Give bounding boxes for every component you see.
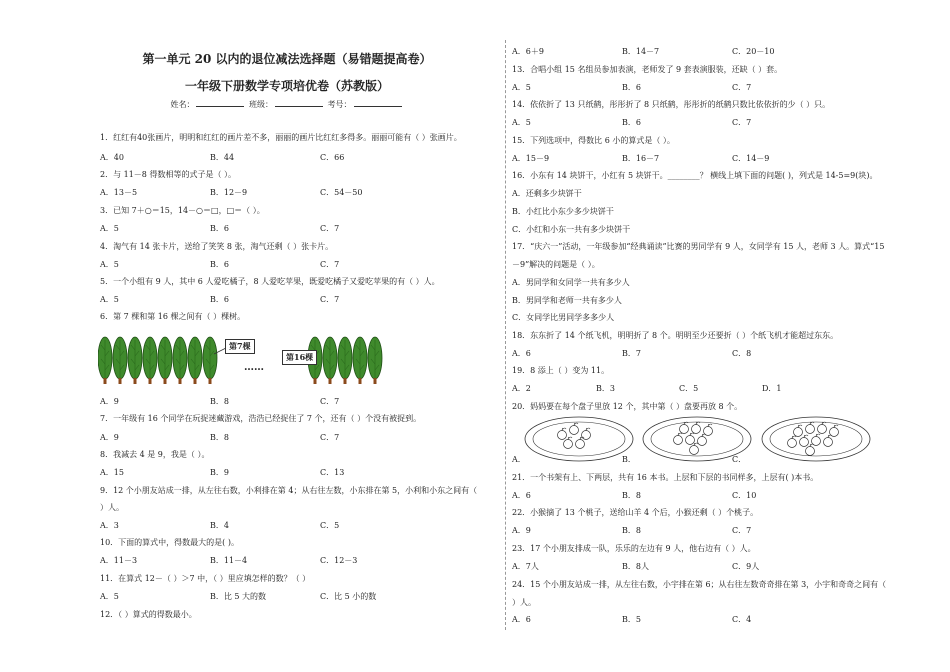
ellipsis: ……	[244, 362, 264, 373]
option-b[interactable]: B．8	[622, 491, 641, 500]
question-24-cont: ）人。	[512, 598, 536, 607]
id-label: 考号：	[327, 100, 352, 109]
option-a[interactable]: A．5	[512, 118, 531, 127]
option-c[interactable]: C．7	[320, 295, 340, 304]
option-b[interactable]: B．8	[210, 433, 229, 442]
question-12: 12．（ ）算式的得数最小。	[100, 610, 197, 619]
option-c[interactable]: C．比 5 小的数	[320, 592, 377, 601]
option-b[interactable]: B．	[622, 455, 636, 464]
option-a[interactable]: A．9	[100, 397, 119, 406]
option-b[interactable]: B．比 5 大的数	[210, 592, 267, 601]
option-b[interactable]: B．4	[210, 521, 229, 530]
class-field[interactable]	[275, 98, 323, 107]
option-a[interactable]: A．15	[100, 468, 124, 477]
option-b[interactable]: B．44	[210, 153, 235, 162]
option-a[interactable]: A．5	[100, 592, 119, 601]
option-a[interactable]: A．7人	[512, 562, 539, 571]
option-c[interactable]: C．4	[732, 615, 752, 624]
option-c[interactable]: C．10	[732, 491, 757, 500]
column-divider	[505, 40, 506, 630]
option-c[interactable]: C．14－9	[732, 154, 770, 163]
option-c[interactable]: C．8	[732, 349, 752, 358]
question-15: 15．下列选项中，得数比 6 小的算式是（ ）。	[512, 136, 675, 145]
tree-16-label: 第16棵	[282, 350, 317, 365]
option-a[interactable]: A．15－9	[512, 154, 550, 163]
tree-group-right	[308, 337, 382, 384]
tree-group-left	[98, 337, 217, 384]
question-21: 21．一个书架有上、下两层，共有 16 本书。上层和下层的书同样多，上层有( )本书。	[512, 473, 819, 482]
question-6: 6．第 7 棵和第 16 棵之间有（ ）棵树。	[100, 312, 246, 321]
plate-c	[762, 417, 870, 461]
option-c[interactable]: C．13	[320, 468, 345, 477]
option-b[interactable]: B．5	[622, 615, 641, 624]
option-c[interactable]: C．小红和小东一共有多少块饼干	[512, 225, 631, 234]
question-4: 4．淘气有 14 张卡片，送给了笑笑 8 张，淘气还剩（ ）张卡片。	[100, 242, 334, 251]
option-a[interactable]: A．还剩多少块饼干	[512, 189, 582, 198]
question-8: 8．我减去 4 是 9，我是（ ）。	[100, 450, 210, 459]
option-a[interactable]: A．男同学和女同学一共有多少人	[512, 278, 630, 287]
question-23: 23．17 个小朋友排成一队，乐乐的左边有 9 人，他右边有（ ）人。	[512, 544, 756, 553]
option-c[interactable]: C．9人	[732, 562, 760, 571]
option-a[interactable]: A．40	[100, 153, 124, 162]
student-info-line	[92, 98, 482, 110]
question-22: 22．小猴摘了 13 个桃子，送给山羊 4 个后，小猴还剩（ ）个桃子。	[512, 508, 759, 517]
question-5: 5．一个小组有 9 人，其中 6 人爱吃橘子，8 人爱吃苹果，既爱吃橘子又爱吃苹果的有（ ）人。	[100, 277, 440, 286]
option-c[interactable]: C．20－10	[732, 47, 775, 56]
option-b[interactable]: B．6	[622, 83, 641, 92]
option-a[interactable]: A．5	[100, 295, 119, 304]
option-c[interactable]: C．12－3	[320, 556, 358, 565]
option-b[interactable]: B．6	[210, 295, 229, 304]
option-a[interactable]: A．9	[512, 526, 531, 535]
question-16: 16．小东有 14 块饼干，小红有 5 块饼干。________？ 横线上填下面的问题( )，列式是 14-5=9(块)。	[512, 171, 878, 180]
class-label: 班级：	[249, 100, 273, 109]
question-17: 17．“庆六一”活动，一年级参加“经典诵读”比赛的男同学有 9 人，女同学有 15 人，老师 3 人。算式“15	[512, 242, 885, 251]
name-field[interactable]	[196, 98, 244, 107]
option-a[interactable]: A．3	[100, 521, 119, 530]
id-field[interactable]	[354, 98, 402, 107]
option-b[interactable]: B．16－7	[622, 154, 660, 163]
question-9-cont: ）人。	[100, 503, 124, 512]
option-c[interactable]: C．	[732, 455, 747, 464]
question-13: 13．合唱小组 15 名组员参加表演，老师发了 9 套表演服装，还缺（ ）套。	[512, 65, 783, 74]
option-c[interactable]: C．女同学比男同学多多少人	[512, 313, 615, 322]
question-3: 3．已知 7＋○＝15，14－○＝□，□＝（ ）。	[100, 206, 265, 215]
option-b[interactable]: B．11－4	[210, 556, 248, 565]
question-19: 19．8 添上（ ）变为 11。	[512, 366, 610, 375]
option-b[interactable]: B．7	[622, 349, 641, 358]
option-c[interactable]: C．7	[320, 397, 340, 406]
option-b[interactable]: B．3	[596, 384, 615, 393]
option-a[interactable]: A．5	[512, 83, 531, 92]
option-c[interactable]: C．54－50	[320, 188, 363, 197]
option-b[interactable]: B．8	[210, 397, 229, 406]
option-c[interactable]: C．7	[320, 224, 340, 233]
option-b[interactable]: B．12－9	[210, 188, 248, 197]
page-title: 第一单元 20 以内的退位减法选择题（易错题提高卷）	[142, 52, 432, 66]
question-7: 7．一年级有 16 个同学在玩捉迷藏游戏，浩浩已经捉住了 7 个，还有（ ）个没有被捉到。	[100, 414, 422, 423]
option-a[interactable]: A．5	[100, 260, 119, 269]
option-b[interactable]: B．14－7	[622, 47, 660, 56]
option-c[interactable]: C．66	[320, 153, 345, 162]
question-14: 14．依依折了 13 只纸鹤，彤彤折了 8 只纸鹤，彤彤折的纸鹤只数比依依折的少（ ）只。	[512, 100, 831, 109]
question-18: 18．东东折了 14 个纸飞机，明明折了 8 个。明明至少还要折（ ）个纸飞机才能超过东东。	[512, 331, 839, 340]
option-a[interactable]: A．6＋9	[512, 47, 544, 56]
option-c[interactable]: C．7	[320, 260, 340, 269]
option-a[interactable]: A．6	[512, 615, 531, 624]
option-b[interactable]: B．男同学和老师一共有多少人	[512, 296, 622, 305]
question-24: 24．15 个小朋友站成一排，从左往右数，小宇排在第 6；从右往左数奇奇排在第 3，小宇和奇奇之间有（	[512, 580, 887, 589]
option-c[interactable]: C．7	[732, 83, 752, 92]
tree-7-label: 第7棵	[225, 339, 255, 354]
option-a[interactable]: A．5	[100, 224, 119, 233]
option-a[interactable]: A．6	[512, 349, 531, 358]
question-11: 11．在算式 12－（ ）＞7 中，（ ）里应填怎样的数？（ ）	[100, 574, 311, 583]
option-c[interactable]: C．5	[679, 384, 699, 393]
question-2: 2．与 11－8 得数相等的式子是（ ）。	[100, 170, 236, 179]
option-b[interactable]: B．小红比小东少多少块饼干	[512, 207, 614, 216]
question-9: 9．12 个小朋友站成一排，从左往右数，小利排在第 4；从右往左数，小东排在第 5，小利和小东之间有（	[100, 486, 478, 495]
option-c[interactable]: C．5	[320, 521, 340, 530]
option-c[interactable]: C．7	[320, 433, 340, 442]
option-a[interactable]: A．6	[512, 491, 531, 500]
option-a[interactable]: A．	[512, 455, 526, 464]
option-a[interactable]: A．2	[512, 384, 531, 393]
option-d[interactable]: D．1	[762, 384, 782, 393]
question-10: 10．下面的算式中，得数最大的是( )。	[100, 538, 239, 547]
option-b[interactable]: B．6	[622, 118, 641, 127]
question-17-cont: －9”解决的问题是（ ）。	[512, 260, 600, 269]
option-b[interactable]: B．6	[210, 260, 229, 269]
option-c[interactable]: C．7	[732, 118, 752, 127]
option-b[interactable]: B．9	[210, 468, 229, 477]
page-subtitle: 一年级下册数学专项培优卷（苏教版）	[184, 79, 389, 93]
question-1: 1．红红有40张画片，明明和红红的画片差不多，丽丽的画片比红红多得多。丽丽可能有（ ）张画片。	[100, 133, 462, 142]
option-b[interactable]: B．8	[622, 526, 641, 535]
option-b[interactable]: B．6	[210, 224, 229, 233]
option-c[interactable]: C．7	[732, 526, 752, 535]
option-b[interactable]: B．8人	[622, 562, 649, 571]
option-a[interactable]: A．13－5	[100, 188, 138, 197]
question-20: 20．妈妈要在每个盘子里放 12 个，其中第（ ）盘要再放 8 个。	[512, 402, 743, 411]
plates-illustration	[524, 415, 904, 463]
option-a[interactable]: A．11－3	[100, 556, 138, 565]
plate-a	[525, 417, 633, 461]
option-a[interactable]: A．9	[100, 433, 119, 442]
name-label: 姓名：	[170, 100, 195, 109]
